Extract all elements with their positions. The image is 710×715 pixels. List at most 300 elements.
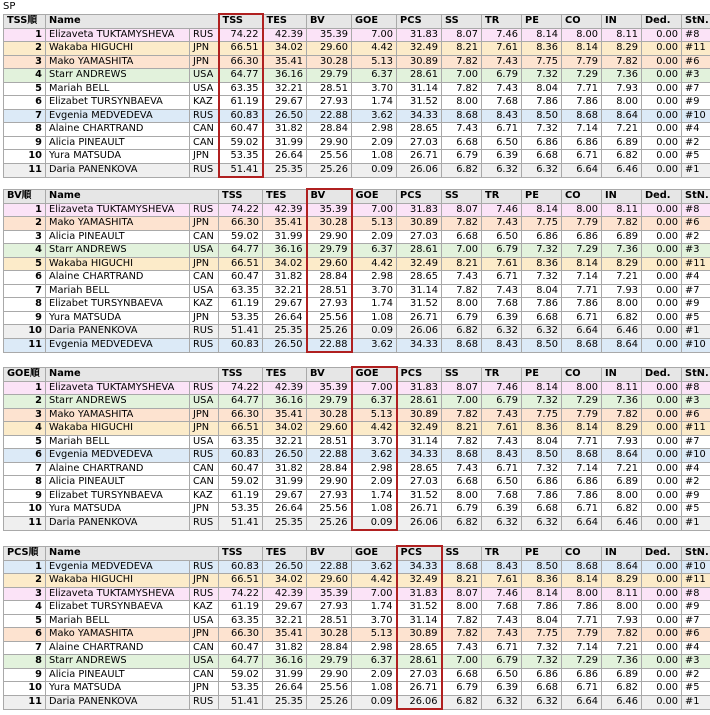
ded-cell: 0.00 <box>642 69 682 83</box>
column-header-in: IN <box>602 367 642 381</box>
column-header-pcs: PCS <box>397 367 442 381</box>
co-cell: 7.71 <box>562 614 602 628</box>
ss-cell: 6.82 <box>442 163 482 177</box>
bv-cell: 25.26 <box>307 325 352 339</box>
ded-cell: 0.00 <box>642 560 682 574</box>
tr-cell: 6.50 <box>482 476 522 490</box>
skater-name-cell: Daria PANENKOVA <box>46 695 190 709</box>
column-header-ss: SS <box>442 14 482 28</box>
column-header-bv: BV <box>307 367 352 381</box>
pcs-cell: 30.89 <box>397 55 442 69</box>
goe-cell: 4.42 <box>352 42 397 56</box>
tes-cell: 25.35 <box>263 325 307 339</box>
column-header-tss: TSS <box>219 14 263 28</box>
tes-cell: 42.39 <box>263 587 307 601</box>
pcs-cell: 31.52 <box>397 96 442 110</box>
nation-cell: RUS <box>190 338 219 352</box>
skater-name-cell: Evgenia MEDVEDEVA <box>46 560 190 574</box>
tes-cell: 29.67 <box>263 96 307 110</box>
tss-cell: 64.77 <box>219 655 263 669</box>
co-cell: 6.86 <box>562 136 602 150</box>
tss-cell: 60.47 <box>219 641 263 655</box>
tr-cell: 6.39 <box>482 503 522 517</box>
column-header-tes: TES <box>263 14 307 28</box>
ded-cell: 0.00 <box>642 42 682 56</box>
in-cell: 7.36 <box>602 395 642 409</box>
pe-cell: 6.32 <box>522 163 562 177</box>
co-cell: 6.71 <box>562 503 602 517</box>
table-row <box>4 271 710 285</box>
tr-cell: 7.61 <box>482 257 522 271</box>
column-header-co: CO <box>562 14 602 28</box>
goe-cell: 0.09 <box>352 163 397 177</box>
skater-name-cell: Elizabet TURSYNBAEVA <box>46 489 190 503</box>
pe-cell: 7.86 <box>522 96 562 110</box>
skater-name-cell: Alaine CHARTRAND <box>46 271 190 285</box>
rank-cell: 5 <box>4 614 46 628</box>
bv-cell: 28.84 <box>307 123 352 137</box>
table-row <box>4 668 710 682</box>
table-row <box>4 311 710 325</box>
pe-cell: 6.86 <box>522 668 562 682</box>
nation-cell: CAN <box>190 136 219 150</box>
stn-cell: #9 <box>682 96 710 110</box>
tss-cell: 53.35 <box>219 150 263 164</box>
pcs-cell: 27.03 <box>397 476 442 490</box>
nation-cell: JPN <box>190 55 219 69</box>
pe-cell: 8.14 <box>522 28 562 42</box>
skater-name-cell: Elizaveta TUKTAMYSHEVA <box>46 28 190 42</box>
column-header-tr: TR <box>482 14 522 28</box>
bv-cell: 35.39 <box>307 28 352 42</box>
in-cell: 8.29 <box>602 422 642 436</box>
stn-cell: #7 <box>682 614 710 628</box>
tss-cell: 59.02 <box>219 230 263 244</box>
column-header-goe: GOE <box>352 14 397 28</box>
bv-cell: 25.56 <box>307 503 352 517</box>
ss-cell: 6.68 <box>442 476 482 490</box>
in-cell: 8.11 <box>602 587 642 601</box>
goe-cell: 5.13 <box>352 628 397 642</box>
stn-cell: #4 <box>682 123 710 137</box>
tr-cell: 6.32 <box>482 695 522 709</box>
nation-cell: JPN <box>190 628 219 642</box>
ss-cell: 7.43 <box>442 123 482 137</box>
tr-cell: 7.68 <box>482 601 522 615</box>
tes-cell: 32.21 <box>263 435 307 449</box>
tes-cell: 32.21 <box>263 284 307 298</box>
pcs-cell: 26.71 <box>397 503 442 517</box>
in-cell: 7.82 <box>602 408 642 422</box>
pcs-cell: 31.14 <box>397 82 442 96</box>
skater-name-cell: Mako YAMASHITA <box>46 628 190 642</box>
skater-name-cell: Alaine CHARTRAND <box>46 462 190 476</box>
pe-cell: 7.86 <box>522 298 562 312</box>
in-cell: 7.36 <box>602 655 642 669</box>
stn-cell: #4 <box>682 641 710 655</box>
rank-cell: 1 <box>4 28 46 42</box>
stn-cell: #1 <box>682 695 710 709</box>
pe-cell: 7.32 <box>522 244 562 258</box>
skater-name-cell: Evgenia MEDVEDEVA <box>46 338 190 352</box>
in-cell: 7.82 <box>602 55 642 69</box>
table-header-row <box>4 14 710 28</box>
goe-cell: 7.00 <box>352 587 397 601</box>
ded-cell: 0.00 <box>642 489 682 503</box>
table-row <box>4 435 710 449</box>
goe-cell: 3.70 <box>352 82 397 96</box>
ded-cell: 0.00 <box>642 574 682 588</box>
tr-cell: 7.68 <box>482 298 522 312</box>
rank-cell: 8 <box>4 123 46 137</box>
ss-cell: 8.68 <box>442 560 482 574</box>
tss-cell: 63.35 <box>219 614 263 628</box>
bv-cell: 35.39 <box>307 587 352 601</box>
in-cell: 6.46 <box>602 516 642 530</box>
bv-cell: 28.51 <box>307 284 352 298</box>
rank-cell: 3 <box>4 55 46 69</box>
tss-cell: 63.35 <box>219 82 263 96</box>
tr-cell: 8.43 <box>482 109 522 123</box>
tr-cell: 7.46 <box>482 203 522 217</box>
tes-cell: 29.67 <box>263 298 307 312</box>
stn-cell: #2 <box>682 476 710 490</box>
table-row <box>4 395 710 409</box>
bv-cell: 28.51 <box>307 435 352 449</box>
skater-name-cell: Elizabet TURSYNBAEVA <box>46 298 190 312</box>
stn-cell: #11 <box>682 422 710 436</box>
tr-cell: 7.43 <box>482 628 522 642</box>
skater-name-cell: Evgenia MEDVEDEVA <box>46 449 190 463</box>
pe-cell: 8.50 <box>522 560 562 574</box>
column-header-co: CO <box>562 546 602 560</box>
co-cell: 7.86 <box>562 96 602 110</box>
ss-cell: 6.68 <box>442 230 482 244</box>
column-header-tr: TR <box>482 367 522 381</box>
ded-cell: 0.00 <box>642 244 682 258</box>
skater-name-cell: Mako YAMASHITA <box>46 217 190 231</box>
ss-cell: 8.00 <box>442 489 482 503</box>
rank-cell: 8 <box>4 476 46 490</box>
tr-cell: 7.46 <box>482 587 522 601</box>
nation-cell: JPN <box>190 150 219 164</box>
tr-cell: 7.43 <box>482 55 522 69</box>
stn-cell: #3 <box>682 395 710 409</box>
ded-cell: 0.00 <box>642 109 682 123</box>
rank-cell: 11 <box>4 695 46 709</box>
ss-cell: 8.68 <box>442 449 482 463</box>
rank-cell: 3 <box>4 587 46 601</box>
tss-cell: 74.22 <box>219 203 263 217</box>
column-header-bv: BV <box>307 546 352 560</box>
pcs-cell: 34.33 <box>397 560 442 574</box>
ded-cell: 0.00 <box>642 325 682 339</box>
ss-cell: 7.82 <box>442 628 482 642</box>
tes-cell: 34.02 <box>263 42 307 56</box>
bv-cell: 28.84 <box>307 641 352 655</box>
nation-cell: CAN <box>190 641 219 655</box>
skater-name-cell: Wakaba HIGUCHI <box>46 257 190 271</box>
ss-cell: 8.07 <box>442 587 482 601</box>
bv-cell: 30.28 <box>307 628 352 642</box>
ss-cell: 7.43 <box>442 271 482 285</box>
tes-cell: 42.39 <box>263 203 307 217</box>
ss-cell: 7.00 <box>442 244 482 258</box>
table-header-row <box>4 189 710 203</box>
ded-cell: 0.00 <box>642 338 682 352</box>
pcs-cell: 28.61 <box>397 244 442 258</box>
in-cell: 8.11 <box>602 203 642 217</box>
tss-cell: 53.35 <box>219 311 263 325</box>
table-row <box>4 284 710 298</box>
tes-cell: 34.02 <box>263 257 307 271</box>
co-cell: 7.71 <box>562 435 602 449</box>
tr-cell: 7.61 <box>482 422 522 436</box>
table-row <box>4 42 710 56</box>
rank-cell: 7 <box>4 462 46 476</box>
tss-cell: 61.19 <box>219 601 263 615</box>
table-row <box>4 682 710 696</box>
co-cell: 8.14 <box>562 574 602 588</box>
rank-cell: 11 <box>4 516 46 530</box>
tr-cell: 8.43 <box>482 560 522 574</box>
co-cell: 8.68 <box>562 338 602 352</box>
nation-cell: KAZ <box>190 601 219 615</box>
tr-cell: 7.46 <box>482 381 522 395</box>
ss-cell: 7.43 <box>442 641 482 655</box>
nation-cell: RUS <box>190 163 219 177</box>
tes-cell: 31.82 <box>263 462 307 476</box>
ranking-table-goe <box>3 366 710 531</box>
in-cell: 6.89 <box>602 476 642 490</box>
co-cell: 7.71 <box>562 284 602 298</box>
co-cell: 7.79 <box>562 408 602 422</box>
co-cell: 7.29 <box>562 395 602 409</box>
tr-cell: 6.50 <box>482 136 522 150</box>
nation-cell: CAN <box>190 476 219 490</box>
pe-cell: 7.32 <box>522 462 562 476</box>
column-header-pe: PE <box>522 546 562 560</box>
tes-cell: 26.64 <box>263 311 307 325</box>
tss-cell: 61.19 <box>219 96 263 110</box>
rank-cell: 10 <box>4 325 46 339</box>
rank-cell: 1 <box>4 203 46 217</box>
goe-cell: 5.13 <box>352 55 397 69</box>
table-row <box>4 655 710 669</box>
nation-cell: JPN <box>190 408 219 422</box>
stn-cell: #8 <box>682 28 710 42</box>
pcs-cell: 34.33 <box>397 338 442 352</box>
pcs-cell: 32.49 <box>397 574 442 588</box>
table-row <box>4 574 710 588</box>
rank-cell: 4 <box>4 244 46 258</box>
tes-cell: 31.99 <box>263 668 307 682</box>
stn-cell: #8 <box>682 587 710 601</box>
skater-name-cell: Daria PANENKOVA <box>46 163 190 177</box>
tr-cell: 6.79 <box>482 395 522 409</box>
column-header-ded: Ded. <box>642 14 682 28</box>
column-header-pe: PE <box>522 189 562 203</box>
goe-cell: 6.37 <box>352 244 397 258</box>
tes-cell: 31.99 <box>263 136 307 150</box>
tes-cell: 26.64 <box>263 682 307 696</box>
rank-cell: 4 <box>4 422 46 436</box>
column-header-tss: TSS <box>219 546 263 560</box>
stn-cell: #4 <box>682 271 710 285</box>
tes-cell: 26.64 <box>263 503 307 517</box>
tes-cell: 36.16 <box>263 244 307 258</box>
stn-cell: #11 <box>682 574 710 588</box>
column-header-ss: SS <box>442 189 482 203</box>
goe-cell: 7.00 <box>352 203 397 217</box>
bv-cell: 29.60 <box>307 42 352 56</box>
bv-cell: 30.28 <box>307 408 352 422</box>
nation-cell: RUS <box>190 28 219 42</box>
co-cell: 7.14 <box>562 271 602 285</box>
tss-cell: 59.02 <box>219 136 263 150</box>
pcs-cell: 28.65 <box>397 462 442 476</box>
bv-cell: 35.39 <box>307 203 352 217</box>
nation-cell: JPN <box>190 217 219 231</box>
ded-cell: 0.00 <box>642 614 682 628</box>
tr-cell: 7.43 <box>482 82 522 96</box>
table-row <box>4 422 710 436</box>
goe-cell: 6.37 <box>352 69 397 83</box>
rank-cell: 5 <box>4 82 46 96</box>
column-header-tes: TES <box>263 367 307 381</box>
table-row <box>4 325 710 339</box>
stn-cell: #11 <box>682 257 710 271</box>
pe-cell: 7.86 <box>522 601 562 615</box>
pcs-cell: 34.33 <box>397 449 442 463</box>
tss-cell: 74.22 <box>219 381 263 395</box>
rank-cell: 2 <box>4 574 46 588</box>
stn-cell: #10 <box>682 560 710 574</box>
in-cell: 8.64 <box>602 560 642 574</box>
ss-cell: 8.07 <box>442 203 482 217</box>
stn-cell: #6 <box>682 55 710 69</box>
bv-cell: 22.88 <box>307 449 352 463</box>
stn-cell: #9 <box>682 601 710 615</box>
pe-cell: 8.50 <box>522 449 562 463</box>
rank-cell: 6 <box>4 449 46 463</box>
tss-cell: 64.77 <box>219 244 263 258</box>
stn-cell: #5 <box>682 311 710 325</box>
bv-cell: 22.88 <box>307 338 352 352</box>
tr-cell: 7.43 <box>482 284 522 298</box>
pcs-cell: 32.49 <box>397 42 442 56</box>
rank-cell: 1 <box>4 381 46 395</box>
skater-name-cell: Wakaba HIGUCHI <box>46 574 190 588</box>
co-cell: 8.14 <box>562 257 602 271</box>
ded-cell: 0.00 <box>642 449 682 463</box>
in-cell: 6.89 <box>602 230 642 244</box>
tss-cell: 60.83 <box>219 338 263 352</box>
bv-cell: 22.88 <box>307 109 352 123</box>
goe-cell: 5.13 <box>352 217 397 231</box>
rank-cell: 4 <box>4 69 46 83</box>
ss-cell: 6.79 <box>442 682 482 696</box>
pe-cell: 7.86 <box>522 489 562 503</box>
column-header-pcs: PCS <box>397 546 442 560</box>
skater-name-cell: Mako YAMASHITA <box>46 55 190 69</box>
co-cell: 7.86 <box>562 298 602 312</box>
goe-cell: 1.08 <box>352 682 397 696</box>
table-row <box>4 96 710 110</box>
skater-name-cell: Elizabet TURSYNBAEVA <box>46 96 190 110</box>
column-header-stn: StN. <box>682 367 710 381</box>
skater-name-cell: Elizaveta TUKTAMYSHEVA <box>46 203 190 217</box>
pcs-cell: 31.52 <box>397 298 442 312</box>
ranking-table-tss <box>3 13 710 178</box>
pcs-cell: 31.52 <box>397 489 442 503</box>
goe-cell: 6.37 <box>352 395 397 409</box>
stn-cell: #8 <box>682 381 710 395</box>
stn-cell: #3 <box>682 655 710 669</box>
nation-cell: CAN <box>190 271 219 285</box>
tr-cell: 6.39 <box>482 682 522 696</box>
co-cell: 6.64 <box>562 516 602 530</box>
skater-name-cell: Alicia PINEAULT <box>46 136 190 150</box>
tss-cell: 66.51 <box>219 574 263 588</box>
nation-cell: JPN <box>190 422 219 436</box>
bv-cell: 28.84 <box>307 462 352 476</box>
nation-cell: RUS <box>190 449 219 463</box>
rank-cell: 6 <box>4 628 46 642</box>
ss-cell: 8.07 <box>442 381 482 395</box>
nation-cell: USA <box>190 614 219 628</box>
table-row <box>4 69 710 83</box>
co-cell: 7.14 <box>562 641 602 655</box>
co-cell: 7.29 <box>562 244 602 258</box>
pe-cell: 7.32 <box>522 641 562 655</box>
nation-cell: USA <box>190 284 219 298</box>
in-cell: 8.11 <box>602 381 642 395</box>
bv-cell: 25.56 <box>307 150 352 164</box>
pe-cell: 7.75 <box>522 408 562 422</box>
ss-cell: 8.00 <box>442 298 482 312</box>
table-row <box>4 476 710 490</box>
nation-cell: RUS <box>190 203 219 217</box>
skater-name-cell: Alicia PINEAULT <box>46 476 190 490</box>
stn-cell: #5 <box>682 682 710 696</box>
rank-cell: 9 <box>4 311 46 325</box>
nation-cell: RUS <box>190 587 219 601</box>
bv-cell: 29.60 <box>307 257 352 271</box>
tes-cell: 25.35 <box>263 163 307 177</box>
nation-cell: CAN <box>190 668 219 682</box>
pcs-cell: 26.06 <box>397 695 442 709</box>
stn-cell: #11 <box>682 42 710 56</box>
tes-cell: 42.39 <box>263 381 307 395</box>
goe-cell: 1.74 <box>352 489 397 503</box>
column-header-ded: Ded. <box>642 367 682 381</box>
co-cell: 6.86 <box>562 476 602 490</box>
stn-cell: #6 <box>682 408 710 422</box>
in-cell: 7.21 <box>602 123 642 137</box>
tes-cell: 32.21 <box>263 614 307 628</box>
stn-cell: #7 <box>682 284 710 298</box>
nation-cell: JPN <box>190 574 219 588</box>
stn-cell: #9 <box>682 489 710 503</box>
skater-name-cell: Starr ANDREWS <box>46 244 190 258</box>
stn-cell: #4 <box>682 462 710 476</box>
tes-cell: 36.16 <box>263 655 307 669</box>
tss-cell: 60.47 <box>219 271 263 285</box>
in-cell: 8.29 <box>602 574 642 588</box>
tss-cell: 66.30 <box>219 628 263 642</box>
ss-cell: 8.21 <box>442 574 482 588</box>
